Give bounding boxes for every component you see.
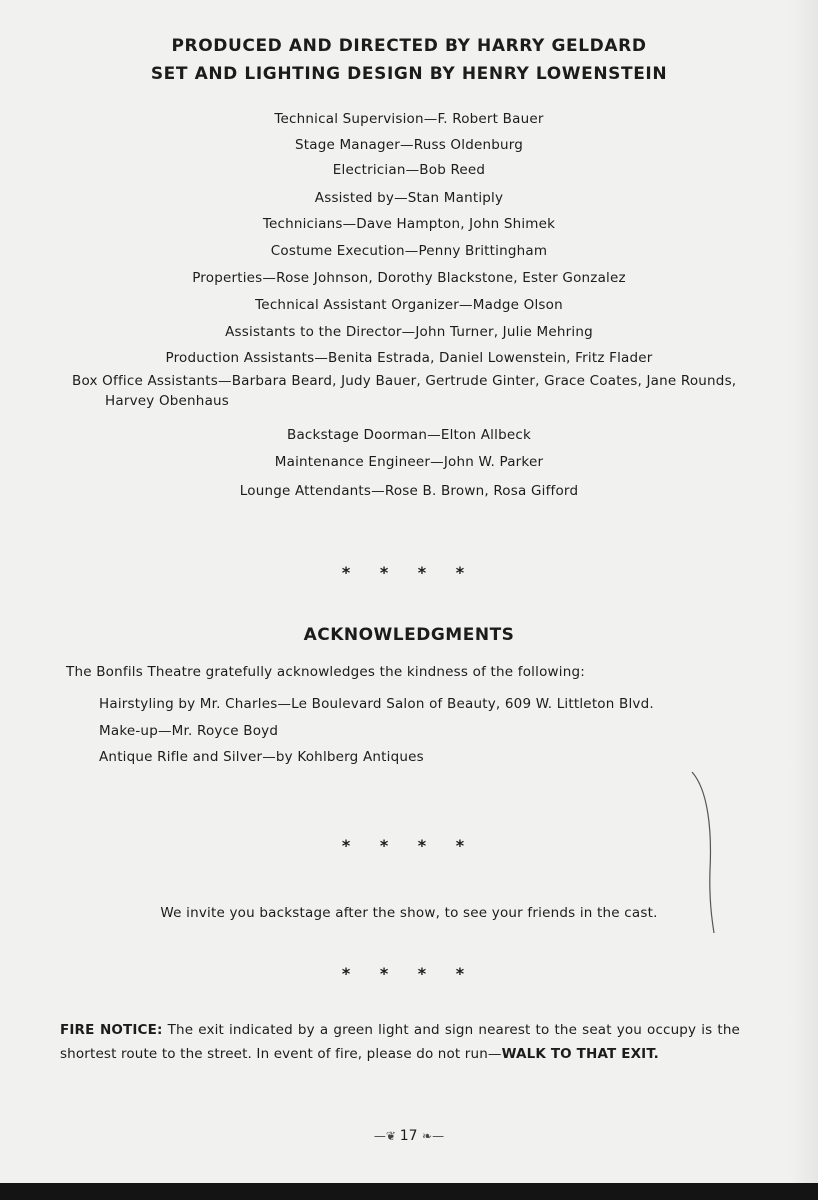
scan-bottom-border [0, 1183, 818, 1200]
section-separator: * * * * [341, 964, 477, 983]
credit-line: Assisted by—Stan Mantiply [314, 190, 504, 206]
credit-line: Assistants to the Director—John Turner, Julie Mehring [225, 324, 593, 340]
acknowledgment-item: Antique Rifle and Silver—by Kohlberg Antiques [99, 749, 424, 765]
section-separator: * * * * [341, 563, 477, 582]
designer-heading: SET AND LIGHTING DESIGN BY HENRY LOWENSTEIN [150, 64, 668, 84]
producer-heading: PRODUCED AND DIRECTED BY HARRY GELDARD [171, 36, 647, 56]
acknowledgments-intro: The Bonfils Theatre gratefully acknowledges the kindness of the following: [66, 664, 586, 680]
right-ornament-icon: ❧— [422, 1129, 445, 1143]
backstage-invitation: We invite you backstage after the show, to see your friends in the cast. [160, 905, 658, 921]
box-office-line1: Box Office Assistants—Barbara Beard, Judy Bauer, Gertrude Ginter, Grace Coates, Jane Rounds, [72, 373, 737, 389]
credit-line: Technical Assistant Organizer—Madge Olson [255, 297, 563, 313]
box-office-line2: Harvey Obenhaus [105, 393, 230, 409]
credit-line: Lounge Attendants—Rose B. Brown, Rosa Gifford [239, 483, 579, 499]
page-number: 17 [399, 1128, 418, 1144]
box-office-credit [72, 371, 782, 411]
left-ornament-icon: —❦ [373, 1129, 400, 1143]
credit-line: Backstage Doorman—Elton Allbeck [287, 427, 531, 443]
fire-notice-label: FIRE NOTICE: [60, 1022, 163, 1038]
credit-line: Technicians—Dave Hampton, John Shimek [262, 216, 556, 232]
fire-notice-emphasis: WALK TO THAT EXIT. [501, 1046, 659, 1062]
pencil-mark-icon [690, 770, 730, 935]
fire-notice-text: The exit indicated by a green light and sign nearest to the seat you occupy is the shortest route to the street. In event of fire, please do not run— [60, 1022, 740, 1062]
credit-line: Costume Execution—Penny Brittingham [270, 243, 548, 259]
acknowledgment-item: Make-up—Mr. Royce Boyd [99, 723, 279, 739]
credit-line: Stage Manager—Russ Oldenburg [294, 137, 524, 153]
credit-line: Maintenance Engineer—John W. Parker [274, 454, 544, 470]
acknowledgments-title: ACKNOWLEDGMENTS [303, 625, 515, 645]
fire-notice [60, 1018, 740, 1066]
acknowledgment-item: Hairstyling by Mr. Charles—Le Boulevard Salon of Beauty, 609 W. Littleton Blvd. [99, 696, 654, 712]
credit-line: Technical Supervision—F. Robert Bauer [274, 111, 544, 127]
credit-line: Properties—Rose Johnson, Dorothy Blackstone, Ester Gonzalez [192, 270, 626, 286]
credit-line: Electrician—Bob Reed [332, 162, 486, 178]
credit-line: Production Assistants—Benita Estrada, Daniel Lowenstein, Fritz Flader [165, 350, 653, 366]
section-separator: * * * * [341, 836, 477, 855]
page-number-footer [0, 1128, 818, 1144]
